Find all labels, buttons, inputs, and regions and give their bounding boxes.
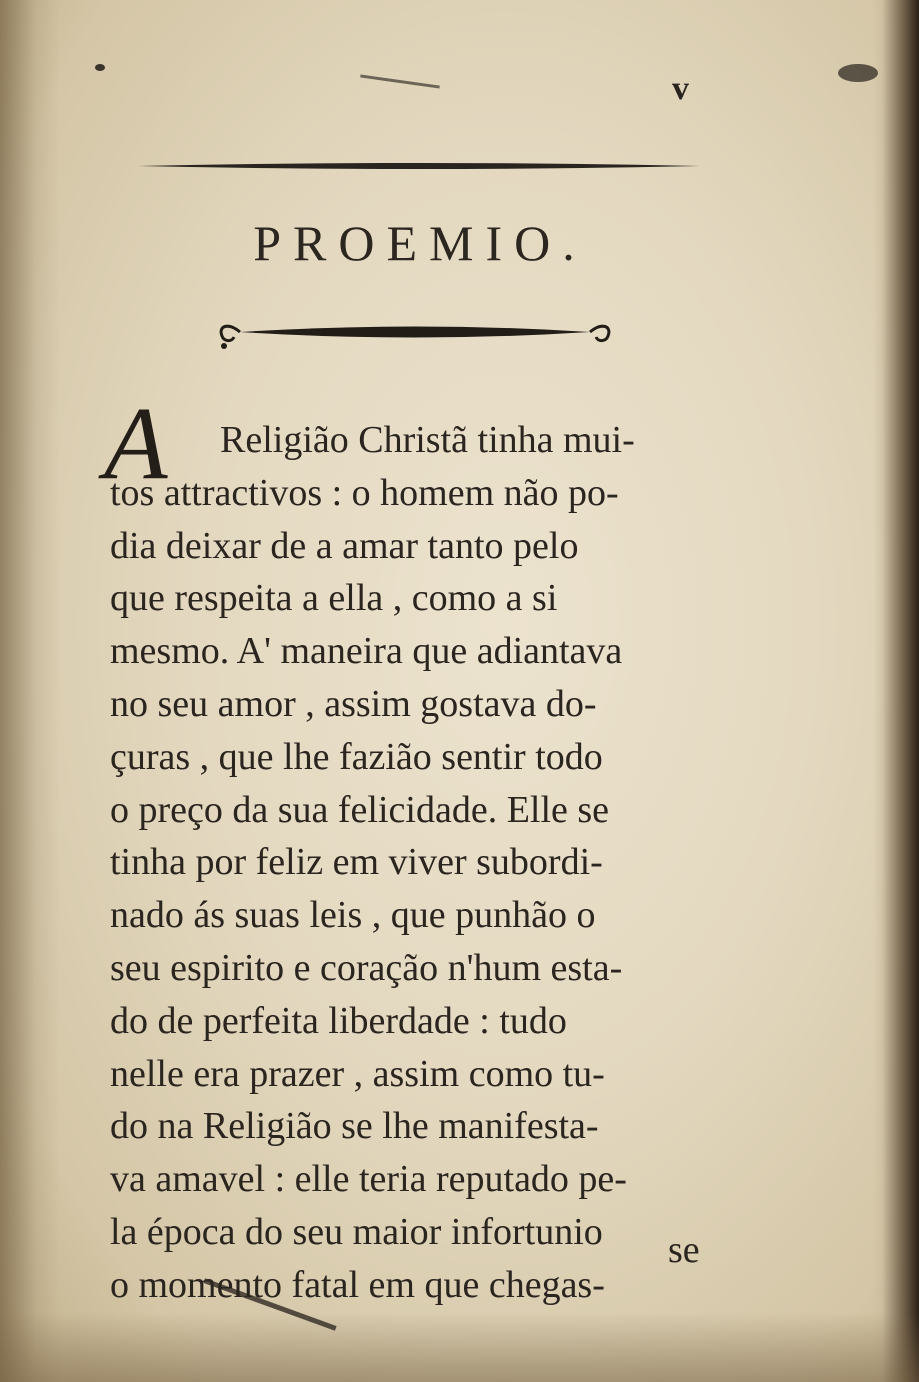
page-gutter-shadow [0, 0, 60, 1382]
ornament-divider [210, 312, 620, 352]
top-rule-divider [138, 160, 700, 172]
text-line: que respeita a ella , como a si [110, 577, 558, 620]
text-line: çuras , que lhe fazião sentir todo [110, 735, 603, 778]
text-line: nado ás suas leis , que punhão o [110, 894, 596, 937]
page-number: v [672, 70, 689, 107]
page-edge-bottom [0, 1312, 919, 1382]
text-line: la época do seu maior infortunio [110, 1210, 603, 1253]
ink-mark [360, 74, 440, 88]
catchword: se [668, 1229, 700, 1271]
text-line: seu espirito e coração n'hum esta- [110, 946, 623, 989]
text-line: Religião Christã tinha mui- [220, 419, 635, 461]
drop-cap: A [104, 386, 168, 501]
text-line: nelle era prazer , assim como tu- [110, 1052, 605, 1095]
text-line: tinha por feliz em viver subordi- [110, 841, 603, 884]
text-line: dia deixar de a amar tanto pelo [110, 524, 579, 567]
text-line: mesmo. A' maneira que adiantava [110, 630, 623, 673]
text-line: no seu amor , assim gostava do- [110, 682, 597, 725]
text-line: do de perfeita liberdade : tudo [110, 999, 567, 1042]
body-text [110, 414, 732, 1312]
page-edge-right [873, 0, 919, 1382]
ink-mark [838, 64, 878, 82]
text-line: o momento fatal em que chegas- [110, 1263, 605, 1306]
ink-mark [95, 64, 105, 71]
text-line: o preço da sua felicidade. Elle se [110, 788, 610, 831]
text-line: tos attractivos : o homem não po- [110, 471, 619, 514]
page-title: PROEMIO. [253, 215, 587, 271]
text-line: do na Religião se lhe manifesta- [110, 1105, 599, 1148]
text-line: va amavel : elle teria reputado pe- [110, 1158, 627, 1201]
